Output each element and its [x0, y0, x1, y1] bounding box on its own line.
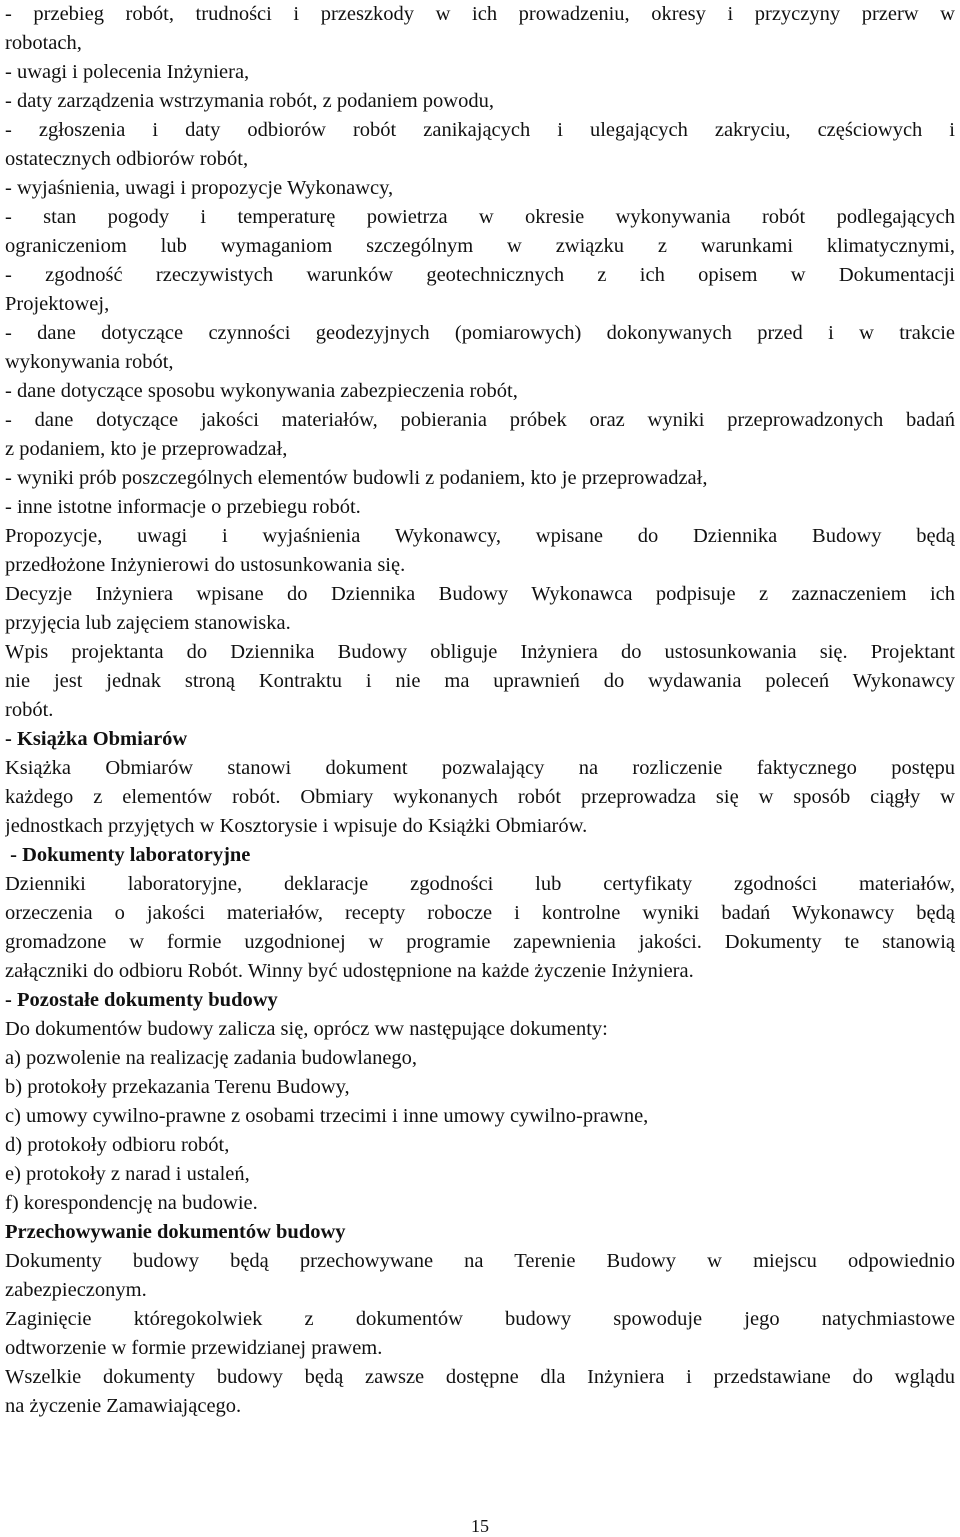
text-line: - dane dotyczące jakości materiałów, pobierania próbek oraz wyniki przeprowadzonych badań: [5, 409, 955, 431]
text-line: Decyzje Inżyniera wpisane do Dziennika Budowy Wykonawca podpisuje z zaznaczeniem ich: [5, 583, 955, 605]
page-number: 15: [471, 1516, 489, 1536]
text-line: - uwagi i polecenia Inżyniera,: [5, 61, 250, 83]
text-line: - dane dotyczące sposobu wykonywania zabezpieczenia robót,: [5, 380, 518, 402]
text-line: Zaginięcie któregokolwiek z dokumentów budowy spowoduje jego natychmiastowe: [5, 1308, 955, 1330]
text-line: Projektowej,: [5, 293, 110, 315]
list-item: a) pozwolenie na realizację zadania budowlanego,: [5, 1047, 418, 1069]
text-line: wykonywania robót,: [5, 351, 174, 373]
section-heading-ksiazka-obmiarow: - Książka Obmiarów: [5, 728, 188, 750]
text-line: przyjęcia lub zajęciem stanowiska.: [5, 612, 291, 634]
text-line: Propozycje, uwagi i wyjaśnienia Wykonawcy, wpisane do Dziennika Budowy będą: [5, 525, 955, 547]
text-line: na życzenie Zamawiającego.: [5, 1395, 242, 1417]
text-line: Wszelkie dokumenty budowy będą zawsze dostępne dla Inżyniera i przedstawiane do wglądu: [5, 1366, 955, 1388]
text-line: - wyniki prób poszczególnych elementów budowli z podaniem, kto je przeprowadzał,: [5, 467, 708, 489]
text-line: robót.: [5, 699, 54, 721]
text-line: zabezpieczonym.: [5, 1279, 147, 1301]
section-heading-przechowywanie: Przechowywanie dokumentów budowy: [5, 1221, 346, 1243]
text-line: - przebieg robót, trudności i przeszkody w ich prowadzeniu, okresy i przyczyny przerw w: [5, 3, 955, 25]
document-body: [5, 0, 955, 1421]
text-line: załączniki do odbioru Robót. Winny być udostępnione na każde życzenie Inżyniera.: [5, 960, 694, 982]
text-line: Dzienniki laboratoryjne, deklaracje zgodności lub certyfikaty zgodności materiałów,: [5, 873, 955, 895]
text-line: - daty zarządzenia wstrzymania robót, z podaniem powodu,: [5, 90, 494, 112]
text-line: orzeczenia o jakości materiałów, recepty robocze i kontrolne wyniki badań Wykonawcy będą: [5, 902, 955, 924]
section-heading-dokumenty-laboratoryjne: - Dokumenty laboratoryjne: [5, 844, 251, 866]
text-line: gromadzone w formie uzgodnionej w programie zapewnienia jakości. Dokumenty te stanowią: [5, 931, 955, 953]
text-line: robotach,: [5, 32, 82, 54]
text-line: Książka Obmiarów stanowi dokument pozwalający na rozliczenie faktycznego postępu: [5, 757, 955, 779]
text-line: przedłożone Inżynierowi do ustosunkowania się.: [5, 554, 406, 576]
list-item: e) protokoły z narad i ustaleń,: [5, 1163, 250, 1185]
text-line: nie jest jednak stroną Kontraktu i nie ma uprawnień do wydawania poleceń Wykonawcy: [5, 670, 955, 692]
list-item: d) protokoły odbioru robót,: [5, 1134, 230, 1156]
text-line: - stan pogody i temperaturę powietrza w okresie wykonywania robót podlegających: [5, 206, 955, 228]
list-item: f) korespondencję na budowie.: [5, 1192, 258, 1214]
text-line: każdego z elementów robót. Obmiary wykonanych robót przeprowadza się w sposób ciągły w: [5, 786, 955, 808]
text-line: jednostkach przyjętych w Kosztorysie i wpisuje do Książki Obmiarów.: [5, 815, 588, 837]
list-item: c) umowy cywilno-prawne z osobami trzecimi i inne umowy cywilno-prawne,: [5, 1105, 649, 1127]
text-line: - inne istotne informacje o przebiegu robót.: [5, 496, 361, 518]
text-line: - zgodność rzeczywistych warunków geotechnicznych z ich opisem w Dokumentacji: [5, 264, 955, 286]
list-item: b) protokoły przekazania Terenu Budowy,: [5, 1076, 350, 1098]
text-line: Wpis projektanta do Dziennika Budowy obliguje Inżyniera do ustosunkowania się. Projektant: [5, 641, 955, 663]
section-heading-pozostale-dokumenty: - Pozostałe dokumenty budowy: [5, 989, 278, 1011]
text-line: Dokumenty budowy będą przechowywane na Terenie Budowy w miejscu odpowiednio: [5, 1250, 955, 1272]
text-line: ostatecznych odbiorów robót,: [5, 148, 249, 170]
text-line: - wyjaśnienia, uwagi i propozycje Wykonawcy,: [5, 177, 394, 199]
text-line: z podaniem, kto je przeprowadzał,: [5, 438, 288, 460]
text-line: - zgłoszenia i daty odbiorów robót zanikających i ulegających zakryciu, częściowych i: [5, 119, 955, 141]
text-line: odtworzenie w formie przewidzianej prawem.: [5, 1337, 383, 1359]
text-line: Do dokumentów budowy zalicza się, oprócz ww następujące dokumenty:: [5, 1018, 608, 1040]
text-line: ograniczeniom lub wymaganiom szczególnym w związku z warunkami klimatycznymi,: [5, 235, 955, 257]
text-line: - dane dotyczące czynności geodezyjnych (pomiarowych) dokonywanych przed i w trakcie: [5, 322, 955, 344]
